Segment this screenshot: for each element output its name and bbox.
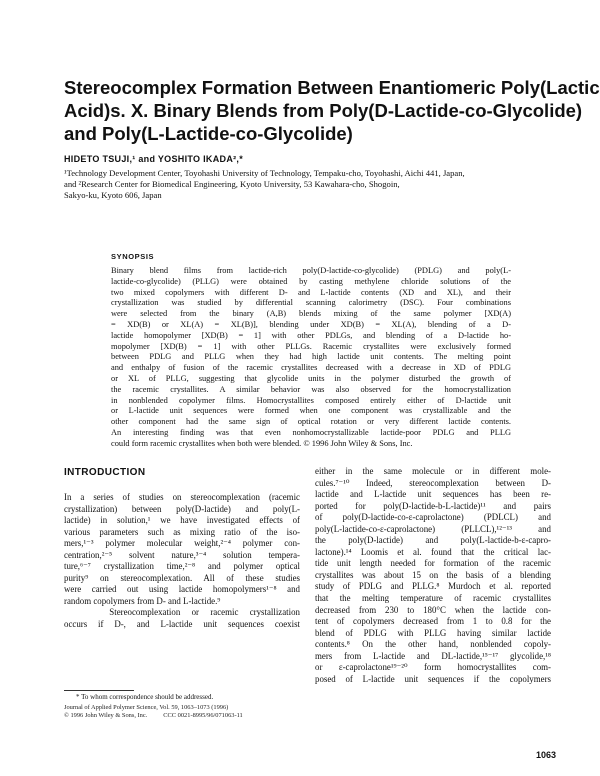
body-line: centration,²⁻⁵ solvent nature,³⁻⁴ solution tempera- — [64, 549, 300, 560]
affiliation-line: Sakyo-ku, Kyoto 606, Japan — [64, 190, 162, 200]
synopsis-line: other component had the same sign of optical rotation or very different lactide contents. — [111, 417, 511, 427]
body-line: mers,¹⁻³ polymer molecular weight,²⁻⁴ polymer con- — [64, 538, 300, 549]
author-list: HIDETO TSUJI,¹ and YOSHITO IKADA²,* — [64, 154, 244, 164]
title-line: Stereocomplex Formation Between Enantiomeric Poly(Lactic — [64, 77, 600, 98]
page-number: 1063 — [536, 750, 557, 760]
synopsis-line: two mixed copolymers with different D- and L-lactide contents (XD and XL), and their — [111, 287, 511, 297]
footnote-rule — [64, 690, 134, 691]
affiliation-line: and ²Research Center for Biomedical Engineering, Kyoto University, 53 Kawahara-cho, Shogoin, — [64, 179, 400, 189]
body-line: poly(L-lactide-co-ε-caprolactone) (PLLCL),¹²⁻¹³ and — [315, 523, 551, 534]
affiliation — [64, 168, 564, 201]
synopsis-line: or XL of PLLG, suggesting that glycolide units in the polymer disturbed the growth of — [111, 373, 511, 383]
synopsis-line: and enthalpy of fusion of the racemic crystallites decreased with a decrease in XD of PDLG — [111, 363, 511, 373]
body-line: Stereocomplexation or racemic crystallization — [64, 607, 300, 618]
left-column — [64, 492, 300, 631]
body-line: blend of PDLG with PLLG having similar lactide — [315, 627, 551, 638]
synopsis-line: = XD(B) or XL(A) = XL(B)], blending under XD(B) = XL(A), blending of a D- — [111, 319, 511, 329]
body-line: were carried out using lactide homopolymers¹⁻⁸ and — [64, 584, 300, 595]
body-line: lactone).¹⁴ Loomis et al. found that the critical lac- — [315, 546, 551, 557]
body-line: crystallites was about 15 on the basis of a blending — [315, 569, 551, 580]
body-line: random copolymers from D- and L-lactide.⁹ — [64, 595, 221, 606]
body-line: decreased from 230 to 180°C when the lactide con- — [315, 604, 551, 615]
body-line: either in the same molecule or in different mole- — [315, 466, 551, 476]
body-line: tide unit length needed for formation of the racemic — [315, 558, 551, 569]
synopsis-line: could form racemic crystallites when both were blended. © 1996 John Wiley & Sons, Inc. — [111, 438, 413, 448]
affiliation-line: ¹Technology Development Center, Toyohashi University of Technology, Tempaku-cho, Toyohashi, Aichi 441, Japan, — [64, 168, 465, 178]
journal-line: Journal of Applied Polymer Science, Vol. 59, 1063–1073 (1996) — [64, 704, 229, 711]
body-line: tent of copolymers decreased from 1 to 0.8 for the — [315, 616, 551, 627]
synopsis-line: between PDLG and PLLG when they had high lactide unit contents. The melting point — [111, 352, 511, 362]
body-line: ported for poly(D-lactide-b-L-lactide)¹¹ and pairs — [315, 500, 551, 511]
body-line: the poly(D-lactide) and poly(L-lactide-b-ε-capro- — [315, 535, 551, 546]
journal-info — [64, 704, 304, 720]
body-line: of poly(D-lactide-co-ε-caprolactone) (PDLCL) and — [315, 512, 551, 523]
synopsis-line: the racemic crystallites. A similar behavior was also observed for the homocrystallization — [111, 384, 511, 394]
journal-line: © 1996 John Wiley & Sons, Inc. CCC 0021-8995/96/071063-11 — [64, 712, 243, 719]
synopsis-heading: SYNOPSIS — [111, 252, 155, 261]
title-line: and Poly(L-Lactide-co-Glycolide) — [64, 123, 353, 144]
synopsis-line: lactide-co-glycolide) (PLLG) were obtained by casting methylene chloride solutions of the — [111, 276, 511, 286]
synopsis-line: Binary blend films from lactide-rich poly(D-lactide-co-glycolide) (PDLG) and poly(L- — [111, 266, 511, 275]
right-column — [315, 466, 551, 685]
paper-title — [64, 76, 600, 145]
body-line: various parameters such as mixing ratio of the iso- — [64, 526, 300, 537]
body-line: cules.⁷⁻¹⁰ Indeed, stereocomplexation between D- — [315, 477, 551, 488]
body-line: ture,⁶⁻⁷ crystallization time,²⁻⁸ and polymer optical — [64, 561, 300, 572]
synopsis-line: or L-lactide unit sequences were formed when one component was crystallizable and the — [111, 406, 511, 416]
body-line: In a series of studies on stereocomplexation (racemic — [64, 492, 300, 502]
synopsis-line: were selected from the binary (A,B) blends mixing of the same polymer [XD(A) — [111, 309, 511, 319]
synopsis-line: in nonblended copolymer films. Homocrystallites composed entirely either of D-lactide unit — [111, 395, 511, 405]
body-line: that the melting temperature of racemic crystallites — [315, 593, 551, 604]
body-line: lactide) in solution,¹ we have investigated effects of — [64, 515, 300, 526]
synopsis-line: An interesting finding was that even nonhomocrystallizable lactide-poor PDLG and PLLG — [111, 427, 511, 437]
body-line: or ε-caprolactone¹⁹⁻²⁰ form homocrystallites com- — [315, 662, 551, 673]
body-line: contents.⁸ On the other hand, nonblended copoly- — [315, 639, 551, 650]
body-line: crystallization) between poly(D-lactide) and poly(L- — [64, 503, 300, 514]
body-line: posed of L-lactide unit sequences if the copolymers — [315, 673, 551, 684]
introduction-heading: INTRODUCTION — [64, 467, 146, 478]
synopsis-line: crystallization was studied by differential scanning calorimetry (DSC). Four combinations — [111, 298, 511, 308]
synopsis-line: mopolymer [XD(B) = 1] with other PLLGs. Racemic crystallites were exclusively formed — [111, 341, 511, 351]
title-line: Acid)s. X. Binary Blends from Poly(D-Lactide-co-Glycolide) — [64, 100, 583, 121]
body-line: purity⁹ on stereocomplexation. All of these studies — [64, 572, 300, 583]
body-line: occurs if D-, and L-lactide unit sequences coexist — [64, 619, 300, 630]
body-line: mers from L-lactide and DL-lactide,¹⁵⁻¹⁷ glycolide,¹⁸ — [315, 650, 551, 661]
footnote: * To whom correspondence should be addressed. — [76, 693, 214, 701]
synopsis-body — [111, 266, 511, 450]
synopsis-line: lactide homopolymer [XD(B) = 1] with other PDLGs, and blending of a D-lactide ho- — [111, 330, 511, 340]
body-line: lactide and L-lactide unit sequences has been re- — [315, 489, 551, 500]
body-line: study of PDLG and PLLG.⁸ Murdoch et al. reported — [315, 581, 551, 592]
